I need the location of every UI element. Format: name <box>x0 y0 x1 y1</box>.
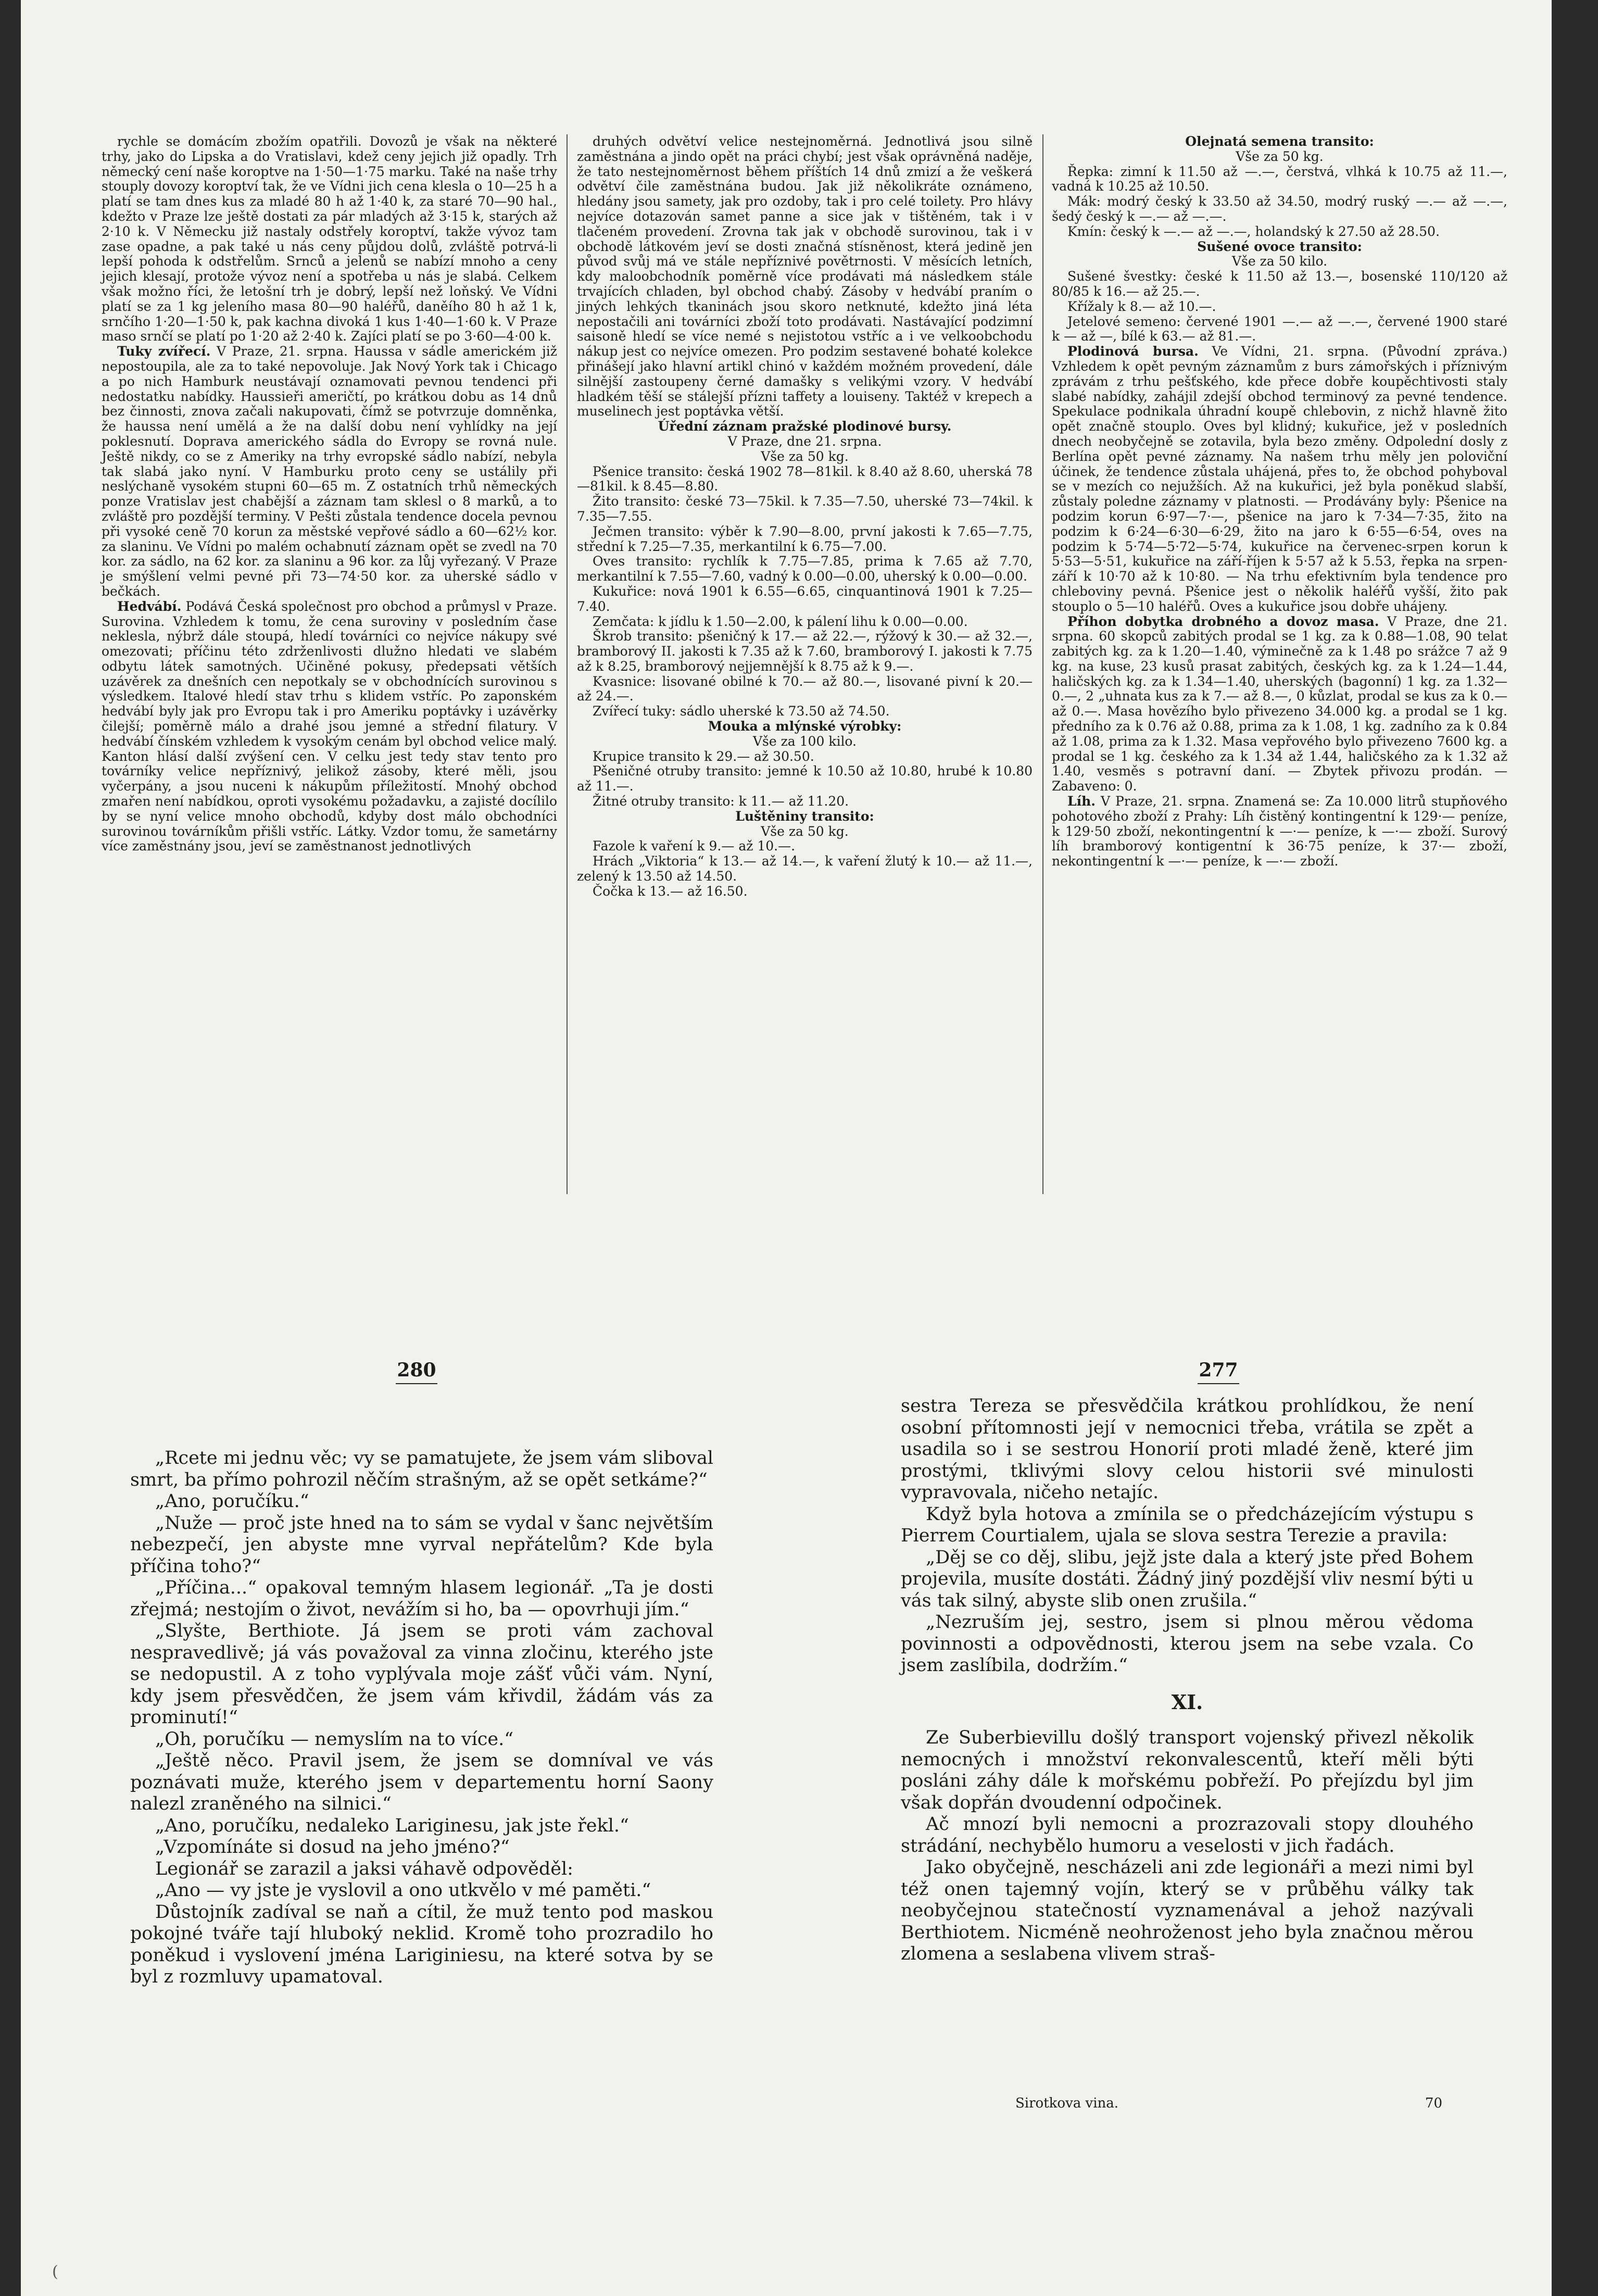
novel-right-bottom <box>901 1727 1474 1965</box>
page-number-text: 277 <box>1199 1359 1238 1381</box>
article-text: Škrob transito: pšeničný k 17.— až 22.—, rýžový k 30.— až 32.—, bramborový II. jakosti k 7.35 až k 7.60, bramborový I. jakosti k 7.75 až k 8.25, bramborový nejjemnější k 8.75 až k 9.—. <box>577 629 1033 674</box>
article-paragraph <box>1052 315 1507 345</box>
article-paragraph <box>102 599 557 855</box>
article-heading: Hedvábí. <box>117 598 182 614</box>
section-subtitle: Vše za 50 kg. <box>761 448 849 464</box>
column-divider <box>1042 134 1043 1194</box>
section-title: Mouka a mlýnské výrobky: <box>708 719 902 734</box>
chapter-heading: XI. <box>1171 1690 1203 1714</box>
article-paragraph <box>1052 165 1507 195</box>
article-text: Ječmen transito: výběr k 7.90—8.00, první jakosti k 7.65—7.75, střední k 7.25—7.35, merkantilní k 6.75—7.00. <box>577 523 1033 554</box>
article-heading: Tuky zvířecí. <box>117 344 211 359</box>
article-text: V Praze, dne 21. srpna. 60 skopců zabitých prodal se 1 kg. za k 0.88—1.08, 90 telat zabitých kg. za k 1.20—1.40, výminečně za k 1.48 po srážce 7 až 9 kg. na kuse, 23 kusů prasat zabitých, českých kg. za k 1.24—1.44, haličských kg. za k 1.34—1.40, uherských (bagonní) 1 kg. za 1.32—0.—, 2 „uhnata kus za k 7.— až 8.—, 0 kůzlat, prodal se kus za k 0.— až 0.—. Masa hovězího bylo přivezeno 34.000 kg. a prodal se 1 kg. předního za k 0.76 až 0.88, prima za k 1.08, 1 kg. zadního za k 0.84 až 1.08, prima za k 1.32. Masa vepřového bylo přivezeno 7600 kg. a prodal se 1 kg. českého za k 1.34 až 1.44, haličského za k 1.32 až 1.40, vesměs s potravní daní. — Zbytek přivozu prodán. — Zabaveno: 0. <box>1052 613 1507 794</box>
margin-mark: ( <box>52 2263 58 2281</box>
article-text: Řepka: zimní k 11.50 až —.—, čerstvá, vlhká k 10.75 až 11.—, vadná k 10.25 až 10.50. <box>1052 164 1507 194</box>
section-title: Luštěniny transito: <box>735 808 874 824</box>
novel-paragraph: Jako obyčejně, nescházeli ani zde legionáři a mezi nimi byl též onen tajemný vojín, který se v průběhu války tak neobyčejnou statečností vyznamenával a jehož nazývali Berthiotem. Nicméně neohroženost jeho byla značnou měrou zlomena a seslabena vlivem straš- <box>901 1857 1474 1964</box>
footer-title: Sirotkova vina. <box>1015 2096 1119 2111</box>
column-2 <box>577 134 1033 899</box>
article-paragraph <box>577 134 1033 419</box>
article-text: Zvířecí tuky: sádlo uherské k 73.50 až 74.50. <box>593 704 890 719</box>
novel-paragraph: sestra Tereza se přesvědčila krátkou prohlídkou, že není osobní přítomnosti její v nemocnici třeba, vrátila se zpět a usadila so i se sestrou Honorií proti mladé ženě, které jim prostými, tklivými slovy celou historii své minulosti vypravovala, ničeho netajíc. <box>901 1396 1474 1503</box>
column-divider <box>567 134 568 1194</box>
article-paragraph <box>577 764 1033 794</box>
article-text: Žitné otruby transito: k 11.— až 11.20. <box>593 794 849 809</box>
article-paragraph <box>577 854 1033 884</box>
footer-number: 70 <box>1425 2096 1442 2111</box>
article-paragraph <box>1052 794 1507 869</box>
page-number-text: 280 <box>397 1359 436 1381</box>
section-title: Olejnatá semena transito: <box>1185 134 1374 149</box>
article-paragraph <box>577 554 1033 584</box>
article-paragraph <box>1052 194 1507 224</box>
article-text: Křížaly k 8.— až 10.—. <box>1067 298 1216 314</box>
right-page-number <box>1187 1359 1250 1384</box>
novel-paragraph: „Nezruším jej, sestro, jsem si plnou měrou vědoma povinnosti a odpovědnosti, kterou jsem na sebe vzala. Co jsem zaslíbila, dodržím.“ <box>901 1612 1474 1676</box>
article-text: Kukuřice: nová 1901 k 6.55—6.65, cinquantinová 1901 k 7.25—7.40. <box>577 583 1033 614</box>
page-number-underline <box>1198 1383 1239 1384</box>
novel-paragraph: „Ano, poručíku.“ <box>155 1491 309 1512</box>
novel-right-top <box>901 1396 1474 1677</box>
novel-paragraph: Když byla hotova a zmínila se o předcházejícím výstupu s Pierrem Courtialem, ujala se slova sestra Terezie a pravila: <box>901 1503 1474 1546</box>
article-paragraph <box>577 704 1033 719</box>
article-paragraph <box>1052 269 1507 299</box>
article-text: V Praze, 21. srpna. Haussa v sádle americkém již nepostoupila, ale za to také nepovoluje. Jak Nový York tak i Chicago a po nich Hamburk neustávají oznamovati pevnou tendenci při nedostatku nabídky. Haussieři američtí, po krátkou dobu as 14 dnů bez činnosti, znova začali nakupovati, čímž se potvrzuje domněnka, že haussa není umělá a že na další dobu není vyhlídky na její poklesnutí. Doprava amerického sádla do Evropy se rovná nule. Ještě nikdy, co se z Ameriky na trhy evropské sádlo nabízí, nebyla tak slabá jako nyní. V Hamburku proto ceny se ustálily při neslýchaně vysokém stupni 60—65 m. Z ostatních trhů německých ponze Vratislav jest chabější a záznam tam sklesl o 8 marků, a to zvláště pro pozdější terminy. V Pešti zůstala tendence docela pevnou při vysoké ceně 70 korun za městské vepřové sádlo a 60—62½ kor. za slaninu. Ve Vídni po malém ochabnutí záznam opět se zvedl na 70 kor. za sádlo, na 62 kor. za slaninu a 96 kor. za lůj vyřezaný. V Praze je smýšlení velmi pevné při 73—74·50 kor. za uherské sádlo v bečkách. <box>102 344 557 599</box>
novel-paragraph: „Ještě něco. Pravil jsem, že jsem se domníval ve vás poznávati muže, kterého jsem v departementu horní Saony nalezl zraněného na silnici.“ <box>130 1750 713 1814</box>
novel-paragraph: „Ano — vy jste je vyslovil a ono utkvělo v mé paměti.“ <box>155 1880 651 1901</box>
page-footer <box>1015 2096 1442 2111</box>
article-paragraph <box>577 614 1033 630</box>
article-text: Hrách „Viktoria“ k 13.— až 14.—, k vaření žlutý k 10.— až 11.—, zelený k 13.50 až 14.50. <box>577 854 1033 884</box>
novel-paragraph: „Oh, poručíku — nemyslím na to více.“ <box>155 1728 514 1750</box>
novel-paragraph: „Ano, poručíku, nedaleko Lariginesu, jak jste řekl.“ <box>155 1815 629 1836</box>
column-3 <box>1052 134 1507 869</box>
article-text: V Praze, 21. srpna. Znamená se: Za 10.000 litrů stupňového pohotového zboží z Prahy: Líh čistěný kontingentní k 129·— peníze, k 129·50 zboží, nekontingentní k —·— peníze, k —·— zboží. Surový líh bramborový kontigentní k 36·75 peníze, k 37·— zboží, nekontingentní k —·— peníze, k —·— zboží. <box>1052 794 1507 869</box>
article-paragraph <box>577 584 1033 614</box>
novel-paragraph: „Příčina...“ opakoval temným hlasem legionář. „Ta je dosti zřejmá; nestojím o život, nevážím si ho, ba — opovrhuji jím.“ <box>130 1577 713 1620</box>
section-subtitle: Vše za 50 kg. <box>1236 148 1324 164</box>
article-text: Jetelové semeno: červené 1901 —.— až —.—, červené 1900 staré k — až —, bílé k 63.— až 81.—. <box>1052 313 1507 344</box>
article-text: Pšeničné otruby transito: jemné k 10.50 až 10.80, hrubé k 10.80 až 11.—. <box>577 763 1033 794</box>
article-paragraph <box>1052 344 1507 614</box>
left-page-number <box>385 1359 448 1384</box>
newspaper-page <box>21 0 1552 2296</box>
page-number-underline <box>396 1383 437 1384</box>
article-paragraph <box>577 629 1033 674</box>
article-paragraph <box>577 524 1033 555</box>
novel-paragraph: Ač mnozí byli nemocni a prozrazovali stopy dlouhého strádání, nechybělo humoru a veselosti v jich řadách. <box>901 1814 1474 1856</box>
section-subtitle: V Praze, dne 21. srpna. <box>727 433 882 449</box>
section-subtitle: Vše za 100 kilo. <box>752 733 857 749</box>
novel-paragraph: „Rcete mi jednu věc; vy se pamatujete, že jsem vám sliboval smrt, ba přímo pohrozil něčím strašným, až se opět setkáme?“ <box>130 1448 713 1490</box>
article-text: Fazole k vaření k 9.— až 10.—. <box>593 838 796 854</box>
article-paragraph <box>577 839 1033 854</box>
article-text: Zemčata: k jídlu k 1.50—2.00, k pálení lihu k 0.00—0.00. <box>593 613 968 629</box>
article-text: Čočka k 13.— až 16.50. <box>593 883 748 899</box>
article-heading: Líh. <box>1067 794 1096 809</box>
article-text: Sušené švestky: české k 11.50 až 13.—, bosenské 110/120 až 80/85 k 16.— až 25.—. <box>1052 269 1507 299</box>
article-text: Ve Vídni, 21. srpna. (Původní zpráva.) Vzhledem k opět pevným záznamům z burs zámořských i příznivým zprávám z trhu pešťského, kde přece dobře koupěchtivosti staly slabé nabídky, zahájil zdejší obchod terminový za pevné tendence. Spekulace podnikala úhradní koupě chlebovin, z nichž hlavně žito opět značně stouplo. Oves byl klidný; kukuřice, jež v posledních dnech neobyčejně se zotavila, byla bezo změny. Odpolední dosly z Berlína opět pevné záznamy. Na našem trhu měly jen poloviční účinek, že tendence zůstala uhájená, přes to, že obchod pohyboval se v mezích co nejužších. Až na kukuřici, jež byla poněkud slabší, zůstaly poledne záznamy v platnosti. — Prodávány byly: Pšenice na podzim korun 6·97—7·—, pšenice na jaro k 7·34—7·35, žito na podzim k 6·24—6·30—6·29, žito na jaro k 6·55—6·54, oves na podzim k 5·74—5·72—5·74, kukuřice na červenec-srpen korun k 5·53—5·51, kukuřice na září-říjen k 5·57 až k 5.53, řepka na srpen-září k 10·70 až k 10·80. — Na trhu efektivním byla tendence pro chleboviny pevná. Pšenice jest o několik haléřů vyšší, žito pak stouplo o 5—10 haléřů. Oves a kukuřice jsou dobře uhájeny. <box>1052 344 1507 614</box>
article-paragraph <box>577 465 1033 495</box>
article-paragraph <box>577 749 1033 764</box>
section-subtitle: Vše za 50 kilo. <box>1231 254 1328 269</box>
section-title: Sušené ovoce transito: <box>1197 239 1362 254</box>
article-paragraph <box>102 344 557 599</box>
novel-paragraph: Důstojník zadíval se naň a cítil, že muž tento pod maskou pokojné tváře tají hluboký neklid. Kromě toho prozradilo ho poněkud i vyslovení jména Lariginiesu, na které sotva by se byl z rozmluvy upamatoval. <box>130 1901 713 1987</box>
section-title: Úřední záznam pražské plodinové bursy. <box>658 419 952 434</box>
article-text: Mák: modrý český k 33.50 až 34.50, modrý ruský —.— až —.—, šedý český k —.— až —.—. <box>1052 194 1507 224</box>
article-paragraph <box>102 134 557 344</box>
section-subtitle: Vše za 50 kg. <box>761 823 849 839</box>
article-heading: Plodinová bursa. <box>1067 344 1199 359</box>
article-paragraph <box>577 674 1033 705</box>
novel-paragraph: Legionář se zarazil a jaksi váhavě odpověděl: <box>155 1858 573 1879</box>
novel-paragraph: „Děj se co děj, slibu, jejž jste dala a který jste před Bohem projevila, musíte dostáti. Žádný jiný pozdější vliv nesmí býti u vás tak silný, abyste slib onen zrušila.“ <box>901 1547 1474 1611</box>
novel-left-page <box>130 1448 713 1988</box>
article-paragraph <box>1052 299 1507 315</box>
novel-paragraph: Ze Suberbievillu došlý transport vojenský přivezl několik nemocných i množství rekonvalescentů, kteří měli býti posláni záhy dále k mořskému pobřeží. Po přejízdu byl jim však dopřán dvoudenní odpočinek. <box>901 1727 1474 1813</box>
article-paragraph <box>577 494 1033 524</box>
novel-paragraph: „Slyšte, Berthiote. Já jsem se proti vám zachoval nespravedlivě; já vás považoval za vinna zločinu, kterého jste se nedopustil. A z toho vyplývala moje zášť vůči vám. Nyní, kdy jsem přesvědčen, že jsem vám křivdil, žádám vás za prominutí!“ <box>130 1621 713 1728</box>
novel-paragraph: „Nuže — proč jste hned na to sám se vydal v šanc největším nebezpečí, jen abyste mne vyrval nepřátelům? Kde byla příčina toho?“ <box>130 1512 713 1577</box>
article-text: Krupice transito k 29.— až 30.50. <box>593 748 814 764</box>
article-paragraph <box>1052 224 1507 240</box>
column-1 <box>102 134 557 854</box>
article-text: Podává Česká společnost pro obchod a průmysl v Praze. Surovina. Vzhledem k tomu, že cena suroviny v posledním čase neklesla, nýbrž dále stoupá, hledí továrníci co nejvíce nákupy své omezovati; příčinu této zdrženlivosti dlužno hledati ve slabém odbytu látek samotných. Učiněné pokusy, předepsati větších uzávěrek za dnešních cen nepotkaly se v obchodnících surovinou s výsledkem. Italové hledí stav trhu s klidem vstříc. Po zaponském hedvábí byly jak pro Evropu tak i pro Ameriku poptávky i uzávěrky čilejší; poměrně málo a drahé jsou jemné a střední filatury. V hedvábí čínském vzhledem k vysokým cenám byl obchod velice malý. Kanton hlásí další zvýšení cen. V celku jest tedy stav tento pro továrníky velice nepříznivý, jelikož zásoby, které měli, jsou vyčerpány, a jsou nuceni k nákupům příležitostí. Mnohý obchod zmařen není nabídkou, oproti vysokému požadavku, a zajisté docílilo by se nyní velice mnoho obchodů, kdyby dost málo obchodníci surovinou továrníkům přišli vstříc. Látky. Vzdor tomu, že sametárny více zaměstnány jsou, jeví se zaměstnanost jednotlivých <box>102 598 557 854</box>
article-text: Oves transito: rychlík k 7.75—7.85, prima k 7.65 až 7.70, merkantilní k 7.55—7.60, vadný k 0.00—0.00, uherský k 0.00—0.00. <box>577 554 1033 584</box>
novel-paragraph: „Vzpomínáte si dosud na jeho jméno?“ <box>155 1837 510 1858</box>
novel-right-page <box>901 1396 1474 1965</box>
article-text: rychle se domácím zbožím opatřili. Dovozů je však na některé trhy, jako do Lipska a do Vratislavi, kdež ceny jejich již opadly. Trh německý cení naše koroptve na 1·50—1·75 marku. Také na naše trhy stouply dovozy koroptví tak, že ve Vídni jich cena klesla o 10—25 h a platí se tam dnes kus za mladé 80 h až 1·40 k, za staré 70—90 hal., kdežto v Praze lze ještě dostati za pár mladých až 3·15 k, starých až 2·10 k. V Německu již nastaly odstřely koroptví, takže vývoz tam zase opadne, a pak také u nás ceny půjdou dolů, zvláště potrvá-li lepší pohoda k odstřelům. Srnců a jelenů se nabízí mnoho a ceny jejich klesají, protože vývoz není a spotřeba u nás je slabá. Celkem však možno říci, že letošní trh je dobrý, lepší než loňský. Ve Vídni platí se za 1 kg jeleního masa 80—90 haléřů, daněího 80 h až 1 k, srnčího 1·20—1·50 k, pak kachna divoká 1 kus 1·40—1·60 k. V Praze maso srnčí se platí po 1·20 až 2·40 k. Zajíci platí se po 3·60—4·00 k. <box>102 134 557 344</box>
article-paragraph <box>577 884 1033 899</box>
article-heading: Příhon dobytka drobného a dovoz masa. <box>1067 613 1379 629</box>
article-text: Kvasnice: lisované obilné k 70.— až 80.—, lisované pivní k 20.— až 24.—. <box>577 673 1033 704</box>
article-paragraph <box>577 794 1033 809</box>
article-text: druhých odvětví velice nestejnoměrná. Jednotlivá jsou silně zaměstnána a jindo opět na práci chybí; jest však oprávněná naděje, že tato nestejnoměrnost během příštích 14 dnů zmizí a že veškerá odvětví čile zaměstnána budou. Jak již několikráte oznámeno, hledány jsou samety, jak pro ozdoby, tak i pro celé toilety. Pro hlávy nejvíce dotazován samet panne a sice jak v tištěném, tak i v tlačeném provedení. Zrovna tak jak v obchodě surovinou, tak i v obchodě látkovém jeví se dosti značná stísněnost, která jedině jen původ svůj má ve stále nepříznivé povětrnosti. V měsících letních, kdy maloobchodník poměrně více prodávati má následkem stále trvajících chladen, byl obchod chabý. Zásoby v hedvábí praním o jiných lehkých tkaninách jsou skoro netknuté, kdežto jiná léta nepostačili ani továrníci zboží toto prodávati. Nastávající podzimní saisoně hledí se více nemé s nejistotou vstříc a i ve velkoobchodu nákup jest co nejvíce omezen. Pro podzim sestavené bohaté kolekce přinášejí jako hlavní artikl chinó v každém možném provedení, dále silnější zastoupeny černé damašky s velikými vzory. V hedvábí hladkém těší se stálejší přízni taffety a louiseny. Taktéž v krepech a muselinech jest poptávka větší. <box>577 134 1033 419</box>
article-text: Kmín: český k —.— až —.—, holandský k 27.50 až 28.50. <box>1067 223 1440 239</box>
article-text: Pšenice transito: česká 1902 78—81kil. k 8.40 až 8.60, uherská 78—81kil. k 8.45—8.80. <box>577 463 1033 494</box>
article-text: Žito transito: české 73—75kil. k 7.35—7.50, uherské 73—74kil. k 7.35—7.55. <box>577 494 1033 524</box>
article-paragraph <box>1052 614 1507 795</box>
